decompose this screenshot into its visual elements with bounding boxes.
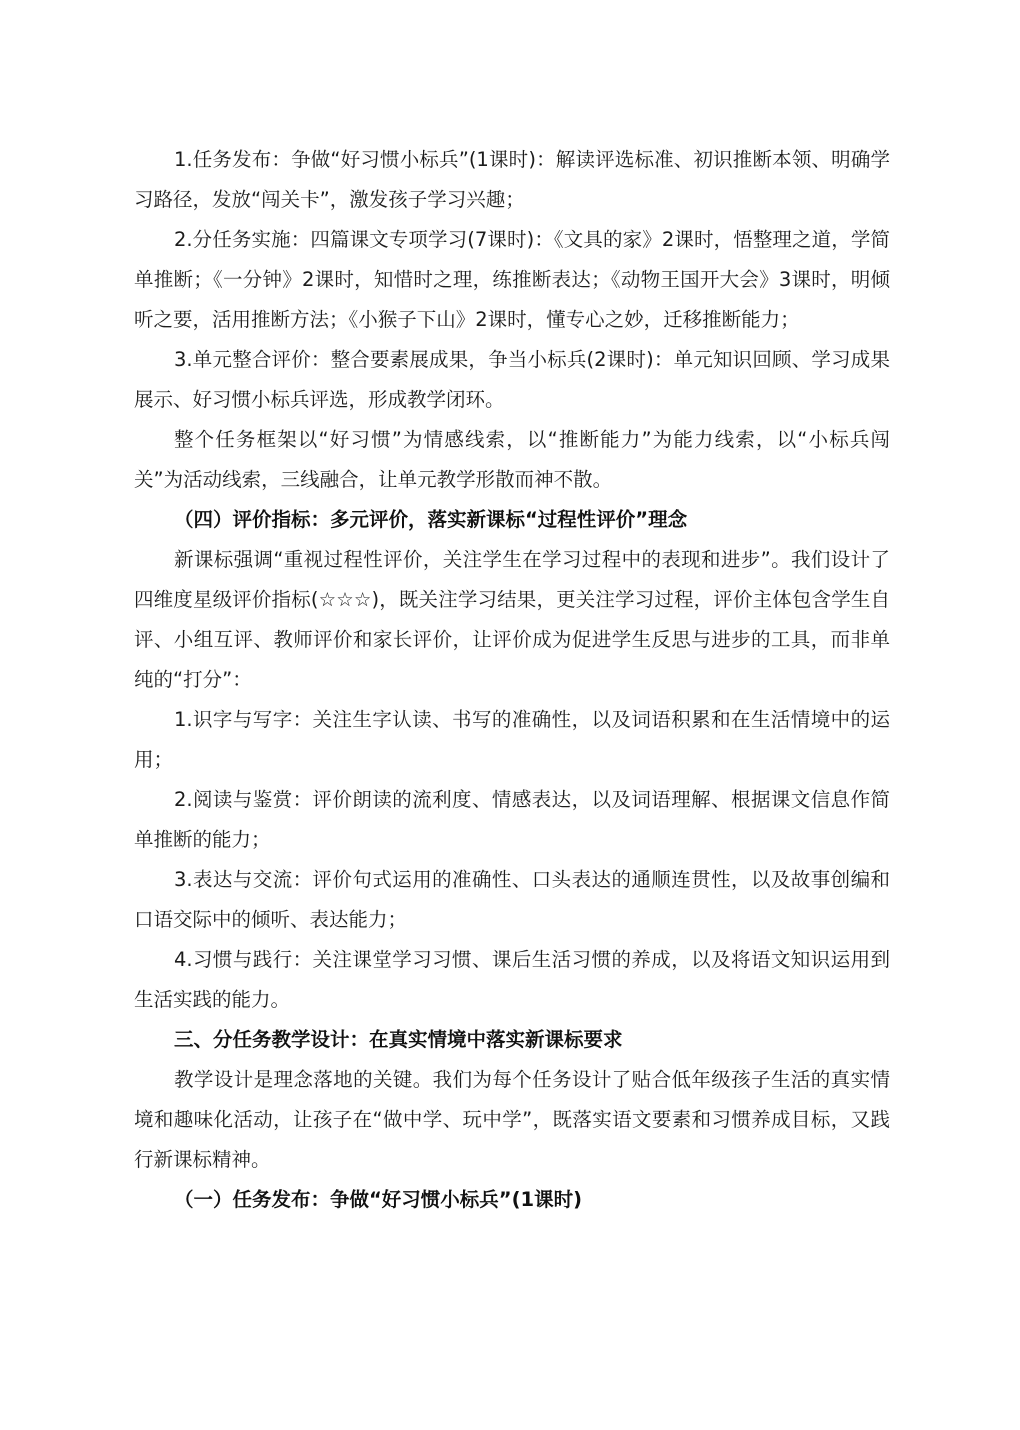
paragraph-process-evaluation: 新课标强调“重视过程性评价，关注学生在学习过程中的表现和进步”。我们设计了四维度星级评价指标(☆☆☆)，既关注学习结果，更关注学习过程，评价主体包含学生自评、小组互评、教师评价和家长评价，让评价成为促进学生反思与进步的工具，而非单纯的“打分”： bbox=[134, 548, 890, 691]
section-heading-evaluation-indicators: （四）评价指标：多元评价，落实新课标“过程性评价”理念 bbox=[173, 508, 688, 531]
paragraph-unit-evaluation: 3.单元整合评价：整合要素展成果，争当小标兵(2课时)：单元知识回顾、学习成果展示、好习惯小标兵评选，形成教学闭环。 bbox=[134, 348, 890, 411]
paragraph-reading-appreciation: 2.阅读与鉴赏：评价朗读的流利度、情感表达，以及词语理解、根据课文信息作简单推断的能力； bbox=[134, 788, 890, 851]
section-heading-task-design: 三、分任务教学设计：在真实情境中落实新课标要求 bbox=[173, 1028, 623, 1051]
paragraph-literacy-writing: 1.识字与写字：关注生字认读、书写的准确性，以及词语积累和在生活情境中的运用； bbox=[134, 708, 890, 771]
paragraph-habits-practice: 4.习惯与践行：关注课堂学习习惯、课后生活习惯的养成，以及将语文知识运用到生活实践的能力。 bbox=[134, 948, 890, 1011]
paragraph-expression-communication: 3.表达与交流：评价句式运用的准确性、口头表达的通顺连贯性，以及故事创编和口语交际中的倾听、表达能力； bbox=[134, 868, 890, 931]
paragraph-subtask-implementation: 2.分任务实施：四篇课文专项学习(7课时)：《文具的家》2课时，悟整理之道，学简单推断；《一分钟》2课时，知惜时之理，练推断表达；《动物王国开大会》3课时，明倾听之要，活用推断方法；《小猴子下山》2课时，懂专心之妙，迁移推断能力； bbox=[134, 228, 890, 331]
document-body bbox=[134, 140, 890, 1220]
paragraph-framework-summary: 整个任务框架以“好习惯”为情感线索，以“推断能力”为能力线索，以“小标兵闯关”为活动线索，三线融合，让单元教学形散而神不散。 bbox=[134, 428, 890, 491]
paragraph-design-intro: 教学设计是理念落地的关键。我们为每个任务设计了贴合低年级孩子生活的真实情境和趣味化活动，让孩子在“做中学、玩中学”，既落实语文要素和习惯养成目标，又践行新课标精神。 bbox=[134, 1068, 890, 1171]
section-heading-task-release: （一）任务发布：争做“好习惯小标兵”(1课时) bbox=[173, 1188, 582, 1211]
paragraph-task-release: 1.任务发布：争做“好习惯小标兵”(1课时)：解读评选标准、初识推断本领、明确学习路径，发放“闯关卡”，激发孩子学习兴趣； bbox=[134, 148, 890, 211]
